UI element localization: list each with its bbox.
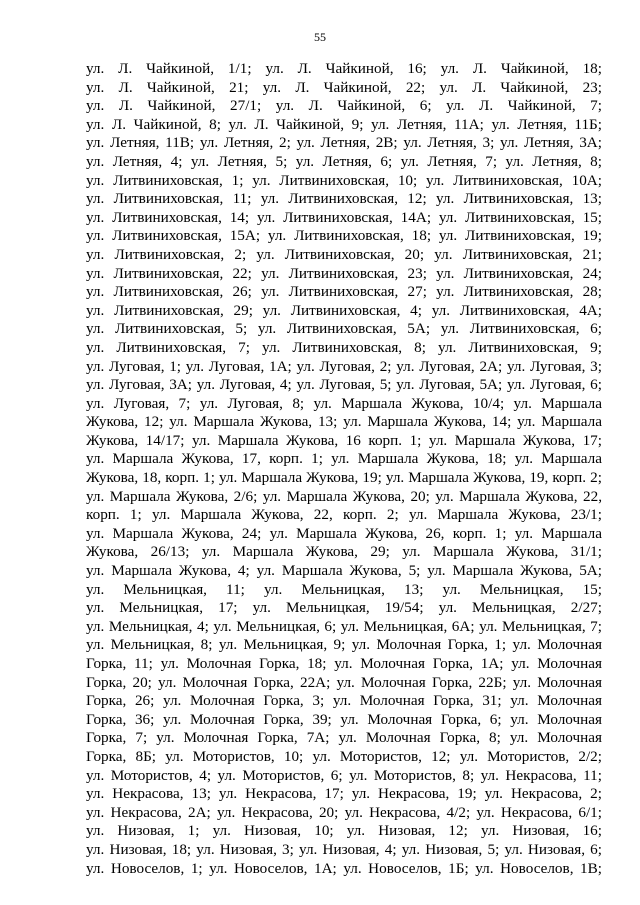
- text-line: ул. Мельницкая, 17; ул. Мельницкая, 19/54; ул. Мельницкая, 2/27;: [86, 599, 602, 617]
- text-line: ул. Литвиниховская, 26; ул. Литвиниховская, 27; ул. Литвиниховская, 28;: [86, 283, 602, 301]
- text-line: ул. Летняя, 11В; ул. Летняя, 2; ул. Летняя, 2В; ул. Летняя, 3; ул. Летняя, 3А;: [86, 134, 602, 152]
- text-line: ул. Маршала Жукова, 4; ул. Маршала Жукова, 5; ул. Маршала Жукова, 5А;: [86, 562, 602, 580]
- text-line: ул. Л. Чайкиной, 21; ул. Л. Чайкиной, 22; ул. Л. Чайкиной, 23;: [86, 78, 602, 96]
- text-line: ул. Литвиниховская, 5; ул. Литвиниховская, 5А; ул. Литвиниховская, 6;: [86, 320, 602, 338]
- text-line: ул. Л. Чайкиной, 8; ул. Л. Чайкиной, 9; ул. Летняя, 11А; ул. Летняя, 11Б;: [86, 115, 602, 133]
- text-line: ул. Новоселов, 1; ул. Новоселов, 1А; ул. Новоселов, 1Б; ул. Новоселов, 1В;: [86, 859, 602, 877]
- text-line: ул. Луговая, 1; ул. Луговая, 1А; ул. Луговая, 2; ул. Луговая, 2А; ул. Луговая, 3;: [86, 357, 602, 375]
- text-line: ул. Литвиниховская, 1; ул. Литвиниховская, 10; ул. Литвиниховская, 10А;: [86, 171, 602, 189]
- text-line: Горка, 20; ул. Молочная Горка, 22А; ул. Молочная Горка, 22Б; ул. Молочная: [86, 673, 602, 691]
- text-line: Жукова, 12; ул. Маршала Жукова, 13; ул. Маршала Жукова, 14; ул. Маршала: [86, 413, 602, 431]
- page-number: 55: [314, 30, 326, 44]
- text-line: ул. Мельницкая, 4; ул. Мельницкая, 6; ул. Мельницкая, 6А; ул. Мельницкая, 7;: [86, 617, 602, 635]
- text-line: ул. Литвиниховская, 15А; ул. Литвиниховская, 18; ул. Литвиниховская, 19;: [86, 227, 602, 245]
- text-line: ул. Литвиниховская, 22; ул. Литвиниховская, 23; ул. Литвиниховская, 24;: [86, 264, 602, 282]
- text-line: ул. Луговая, 7; ул. Луговая, 8; ул. Маршала Жукова, 10/4; ул. Маршала: [86, 394, 602, 412]
- text-line: Горка, 26; ул. Молочная Горка, 3; ул. Молочная Горка, 31; ул. Молочная: [86, 692, 602, 710]
- text-line: ул. Л. Чайкиной, 27/1; ул. Л. Чайкиной, 6; ул. Л. Чайкиной, 7;: [86, 97, 602, 115]
- text-line: ул. Некрасова, 13; ул. Некрасова, 17; ул. Некрасова, 19; ул. Некрасова, 2;: [86, 785, 602, 803]
- text-line: Жукова, 18, корп. 1; ул. Маршала Жукова, 19; ул. Маршала Жукова, 19, корп. 2;: [86, 469, 602, 487]
- text-line: Горка, 36; ул. Молочная Горка, 39; ул. Молочная Горка, 6; ул. Молочная: [86, 710, 602, 728]
- text-line: Горка, 8Б; ул. Мотористов, 10; ул. Мотористов, 12; ул. Мотористов, 2/2;: [86, 747, 602, 765]
- text-line: ул. Маршала Жукова, 2/6; ул. Маршала Жукова, 20; ул. Маршала Жукова, 22,: [86, 487, 602, 505]
- text-line: ул. Литвиниховская, 29; ул. Литвиниховская, 4; ул. Литвиниховская, 4А;: [86, 301, 602, 319]
- text-line: Горка, 11; ул. Молочная Горка, 18; ул. Молочная Горка, 1А; ул. Молочная: [86, 655, 602, 672]
- text-line: ул. Некрасова, 2А; ул. Некрасова, 20; ул. Некрасова, 4/2; ул. Некрасова, 6/1;: [86, 803, 602, 821]
- text-line: ул. Литвиниховская, 2; ул. Литвиниховская, 20; ул. Литвиниховская, 21;: [86, 245, 602, 263]
- text-line: ул. Литвиниховская, 7; ул. Литвиниховская, 8; ул. Литвиниховская, 9;: [86, 338, 602, 356]
- text-line: ул. Литвиниховская, 14; ул. Литвиниховская, 14А; ул. Литвиниховская, 15;: [86, 208, 602, 226]
- text-line: Горка, 7; ул. Молочная Горка, 7А; ул. Молочная Горка, 8; ул. Молочная: [86, 729, 602, 747]
- text-line: ул. Низовая, 1; ул. Низовая, 10; ул. Низовая, 12; ул. Низовая, 16;: [86, 822, 602, 840]
- text-line: Жукова, 26/13; ул. Маршала Жукова, 29; ул. Маршала Жукова, 31/1;: [86, 543, 602, 561]
- text-line: ул. Литвиниховская, 11; ул. Литвиниховская, 12; ул. Литвиниховская, 13;: [86, 190, 602, 208]
- text-line: ул. Мотористов, 4; ул. Мотористов, 6; ул. Мотористов, 8; ул. Некрасова, 11;: [86, 766, 602, 784]
- text-line: ул. Л. Чайкиной, 1/1; ул. Л. Чайкиной, 16; ул. Л. Чайкиной, 18;: [86, 60, 602, 77]
- text-line: ул. Мельницкая, 11; ул. Мельницкая, 13; ул. Мельницкая, 15;: [86, 580, 602, 598]
- address-list-body: [86, 60, 602, 878]
- text-line: Жукова, 14/17; ул. Маршала Жукова, 16 корп. 1; ул. Маршала Жукова, 17;: [86, 431, 602, 449]
- text-line: ул. Низовая, 18; ул. Низовая, 3; ул. Низовая, 4; ул. Низовая, 5; ул. Низовая, 6;: [86, 840, 602, 858]
- text-line: ул. Маршала Жукова, 17, корп. 1; ул. Маршала Жукова, 18; ул. Маршала: [86, 450, 602, 468]
- text-line: корп. 1; ул. Маршала Жукова, 22, корп. 2; ул. Маршала Жукова, 23/1;: [86, 506, 602, 524]
- text-line: ул. Луговая, 3А; ул. Луговая, 4; ул. Луговая, 5; ул. Луговая, 5А; ул. Луговая, 6;: [86, 376, 602, 394]
- text-line: ул. Мельницкая, 8; ул. Мельницкая, 9; ул. Молочная Горка, 1; ул. Молочная: [86, 636, 602, 654]
- text-line: ул. Маршала Жукова, 24; ул. Маршала Жукова, 26, корп. 1; ул. Маршала: [86, 524, 602, 542]
- text-line: ул. Летняя, 4; ул. Летняя, 5; ул. Летняя, 6; ул. Летняя, 7; ул. Летняя, 8;: [86, 152, 602, 170]
